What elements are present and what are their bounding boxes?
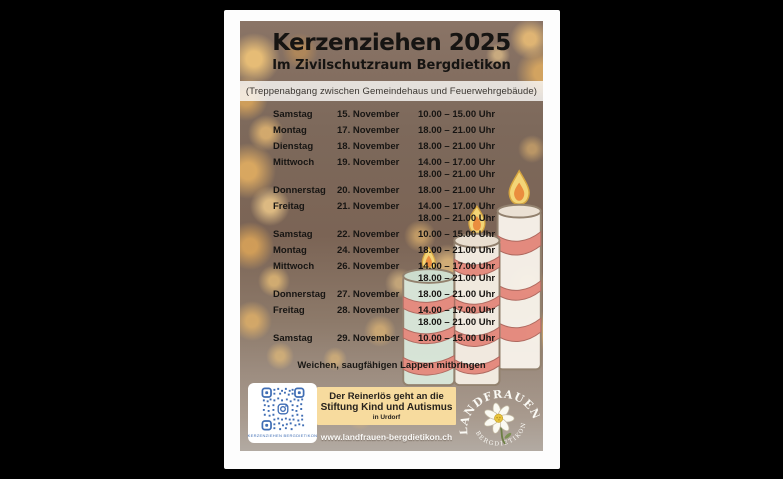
schedule-times [418,157,495,181]
poster-header [240,30,543,74]
schedule-times [418,109,495,121]
charity-line-2: Stiftung Kind und Autismus [320,402,453,413]
candle-tall [498,171,541,370]
time-range: 18.00 – 21.00 Uhr [418,169,496,180]
schedule-date: 17. November [337,125,400,136]
schedule-day: Samstag [273,333,313,344]
charity-line-1: Der Reinerlös geht an die [329,391,444,402]
time-range: 14.00 – 17.00 Uhr [418,201,496,212]
schedule-table [273,109,495,349]
table-row [273,289,495,301]
time-range: 18.00 – 21.00 Uhr [418,185,496,196]
schedule-times [418,185,495,197]
table-row [273,109,495,121]
schedule-day: Donnerstag [273,185,326,196]
schedule-date: 15. November [337,109,400,120]
schedule-day: Samstag [273,229,313,240]
table-row [273,201,495,225]
schedule-date: 29. November [337,333,400,344]
schedule-date: 20. November [337,185,400,196]
qr-code-icon [260,386,306,432]
time-range: 10.00 – 15.00 Uhr [418,229,496,240]
schedule-day: Mittwoch [273,261,315,272]
table-row [273,141,495,153]
schedule-date: 27. November [337,289,400,300]
schedule-date: 18. November [337,141,400,152]
table-row [273,245,495,257]
time-range: 18.00 – 21.00 Uhr [418,273,496,284]
time-range: 18.00 – 21.00 Uhr [418,289,496,300]
schedule-date: 19. November [337,157,400,168]
table-row [273,261,495,285]
table-row [273,305,495,329]
table-row [273,157,495,181]
table-row [273,185,495,197]
page-subtitle: Im Zivilschutzraum Bergdietikon [272,58,511,73]
schedule-times [418,245,495,257]
schedule-times [418,333,495,345]
schedule-date: 21. November [337,201,400,212]
time-range: 18.00 – 21.00 Uhr [418,125,496,136]
schedule-times [418,305,495,329]
schedule-times [418,125,495,137]
schedule-day: Samstag [273,109,313,120]
schedule-times [418,289,495,301]
table-row [273,333,495,345]
charity-box [317,387,456,425]
logo-arc-top: LANDFRAUEN [456,387,543,436]
qr-caption: KERZENZIEHEN BERGDIETIKON [247,433,318,438]
landfrauen-logo [451,375,543,451]
poster-footer [247,383,543,451]
charity-line-3: in Urdorf [372,414,401,421]
poster-image-card[interactable] [224,10,560,469]
schedule-day: Dienstag [273,141,314,152]
schedule-date: 22. November [337,229,400,240]
location-note: (Treppenabgang zwischen Gemeindehaus und Feuerwehrgebäude) [245,85,538,97]
schedule-times [418,229,495,241]
schedule-day: Montag [273,245,307,256]
table-row [273,125,495,137]
time-range: 18.00 – 21.00 Uhr [418,317,496,328]
website-url: www.landfrauen-bergdietikon.ch [320,432,453,442]
location-note-band [240,81,543,101]
schedule-times [418,141,495,153]
time-range: 18.00 – 21.00 Uhr [418,245,496,256]
schedule-date: 24. November [337,245,400,256]
time-range: 18.00 – 21.00 Uhr [418,213,496,224]
schedule-day: Freitag [273,305,305,316]
schedule-date: 26. November [337,261,400,272]
qr-code-card [248,383,317,443]
time-range: 10.00 – 15.00 Uhr [418,109,496,120]
schedule-day: Mittwoch [273,157,315,168]
kerzenziehen-poster [240,21,543,451]
schedule-date: 28. November [337,305,400,316]
schedule-day: Donnerstag [273,289,326,300]
time-range: 10.00 – 15.00 Uhr [418,333,496,344]
schedule-day: Freitag [273,201,305,212]
page-title: Kerzenziehen 2025 [272,30,511,56]
schedule-times [418,261,495,285]
table-row [273,229,495,241]
bring-cloth-note: Weichen, saugfähigen Lappen mitbringen [297,360,486,371]
schedule-times [418,201,495,225]
logo-arc-bottom: BERGDIETIKON [473,421,528,448]
schedule-day: Montag [273,125,307,136]
time-range: 14.00 – 17.00 Uhr [418,157,496,168]
time-range: 14.00 – 17.00 Uhr [418,305,496,316]
footer-center [317,383,456,442]
time-range: 18.00 – 21.00 Uhr [418,141,496,152]
time-range: 14.00 – 17.00 Uhr [418,261,496,272]
